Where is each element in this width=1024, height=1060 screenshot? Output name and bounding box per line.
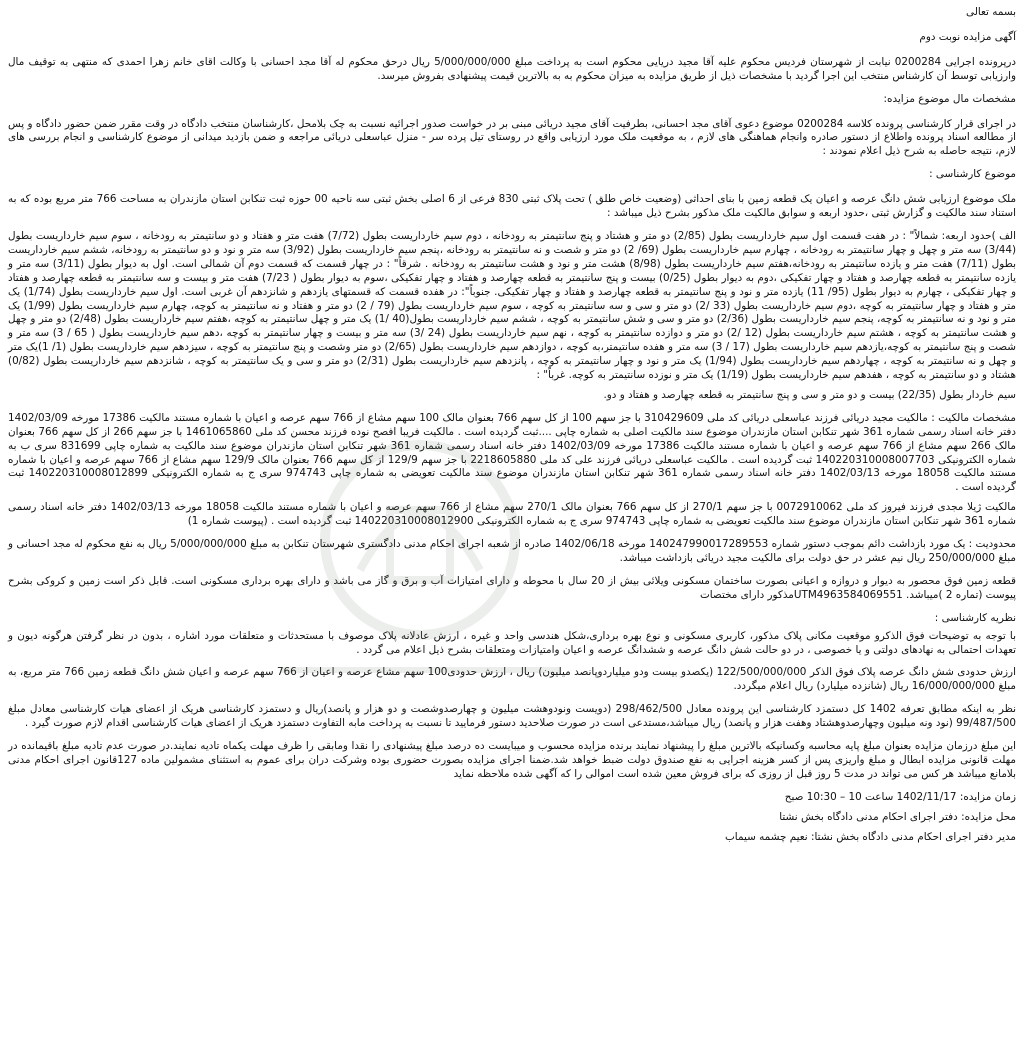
auction-time-label: زمان مزایده: <box>959 790 1016 803</box>
west-boundary-line: سیم خاردار بطول (22/35) بیست و دو متر و سی و پنج سانتیمتر به قطعه چهارصد و هفتاد و دو. <box>603 388 1016 401</box>
land-paragraph: قطعه زمین فوق محصور به دیوار و دروازه و اعیانی بصورت ساختمان مسکونی ویلائی بیش از 20 سال با محوطه و دارای امتیازات آب و برق و گاز می باشد و دارای بهره برداری مسکونی است. قابل ذکر است زمین و کروکی بشرح پیوست (تماره 2 )میباشد. UTM4963584069551مذکور دارای مختصات <box>8 574 1016 601</box>
boundaries-paragraph: الف )حدود اربعه: شمالاً" : در هفت قسمت اول سیم خارداریست بطول (2/85) دو متر و هشتاد و پنج سانتیمتر به رودخانه ، دوم سیم خارداریست بطول (7/72) هفت متر و هفتاد و دو سانتیمتر به رودخانه ، سوم سیم خارداریست بطول (3/44) سه متر و چهل و چهار سانتیمتر به رودخانه ، چهارم سیم خارداریست بطول (69/ 2) دو متر و شصت و نه سانتیمتر به رودخانه ،پنجم سیم خارداریست بطول (3/92) سه متر و نود و دو سانتیمتر به رودخانه، ششم سیم خارداریست بطول (7/11) هفت متر و یازده سانتیمتر به رودخانه،هفتم سیم خارداریست بطول (8/98) هشت متر و نود و هشت سانتیمتر به رودخانه . شرقاً" : در چهار قسمت که قسمت دوم آن شمالی است. اول به دیوار بطول (3/11) سه متر و یازده سانتیمتر به قطعه چهارصد و هفتاد و چهار تفکیکی ،دوم به دیوار بطول (0/25) بیست و پنج سانتیمتر به قطعه چهارصد و هفتاد و چهار تفکیکی ،سوم به دیوار بطول ( 7/23) هفت متر و بیست و سه سانتیمتر به قطعه چهارصد و هفتاد و چهار تفکیکی ، چهارم به دیوار بطول (95/ 11) یازده متر و نود و پنج سانتیمتر به قطعه چهارصد و هفتاد و چهار تفکیکی. جنوباً": در هفده قسمت که قسمتهای یازدهم و شانزدهم آن غربی است. اول سیم خارداریست بطول (1/74) یک متر و هفتاد و چهار سانتیمتر به کوچه ،دوم سیم خارداریست بطول (33 /2) دو متر و سی و سه سانتیمتر به کوچه ، سوم سیم خارداریست بطول (79 / 2) دو متر و هفتاد و نه سانتیمتر به کوچه، چهارم سیم خارداریست بطول (1/99) یک متر و نود و نه سانتیمتر به کوچه، پنجم سیم خارداریست بطول (2/36) دو متر و سی و شش سانتیمتر به کوچه ، ششم سیم خارداریست بطول(40 /1) یک متر و چهل سانتیمتر به کوچه ،هفتم سیم خارداریست بطول (2/48) دو متر و چهل و هشت سانتیمتر به کوچه ، هشتم سیم خارداریست بطول (12 /2) دو متر و دوازده سانتیمتر به کوچه ، نهم سیم خارداریست بطول (24 /3) سه متر و بیست و چهار سانتیمتر به کوچه ،دهم سیم خارداریست بطول ( 65 / 3) سه متر و شصت و پنج سانتیمتر به کوچه،یازدهم سیم خارداریست بطول (17 / 3) سه متر و هفده سانتیمتر،به کوچه ، دوازدهم سیم خارداریست بطول (2/65) دو متر وشصت و پنج سانتیمتر به کوچه ، سیزدهم سیم خارداریست بطول (1/ 1)یک متر و چهل و نه سانتیمتر به کوچه ، چهاردهم سیم خارداریست بطول (1/94) یک متر و نود و چهار سانتیمتر به کوچه ، پانزدهم سیم خارداریست بطول (2/31) دو متر و سی و یک سانتیمتر به کوچه ، شانزدهم سیم خارداریست بطول (0/82) هشتاد و دو سانتیمتر به کوچه ، هفدهم سیم خارداریست بطول (1/19) یک متر و نوزده سانتیمتر به کوچه. غرباً" : <box>8 229 1017 382</box>
section-opinion-heading: نظریه کارشناسی : <box>934 611 1016 624</box>
property-paragraph: در اجرای قرار کارشناسی پرونده کلاسه 0200284 موضوع دعوی آقای مجد احسانی، بطرفیت آقای مجید دریائی مبنی بر در خواست صدور اجرائیه نسبت به چک بلامحل ،کارشناسان منتخب دادگاه در وقت مقرر ضمن حضور دادگاه و پس از مطالعه اسناد پرونده واطلاع از دستور صادره وانجام هماهنگی های لازم ، به موقعیت ملک مورد ارزیابی واقع در روستای تیل پرده سر - منزل عباسعلی دریائی مراجعه و ضمن بازدید میدانی از موضوع کارشناسی و انجام بررسی های لازم، نتیجه حاصله به شرح ذیل اعلام نمودند : <box>8 117 1016 158</box>
intro-paragraph: درپرونده اجرایی 0200284 نیابت از شهرستان فردیس محکوم علیه آقا مجید دریایی محکوم است به پرداخت مبلغ 5/000/000/000 ریال درحق محکوم له آقا مجد احسانی با وکالت اقای خانم زهرا احمدی که منتهی به توقیف مال وارزیابی توسط آن کارشناس منتخب این اجرا گردید با مشخصات ذیل از طریق مزایده به میزان محکوم به به بالاترین قیمت پیشنهادی بفروش میرسد. <box>8 55 1016 82</box>
manager-label: مدیر دفتر اجرای احکام مدنی دادگاه بخش نشتا: <box>810 830 1016 843</box>
fee-paragraph: نظر به اینکه مطابق تعرفه 1402 کل دستمزد کارشناسی این پرونده معادل 298/462/500 (دویست ونودوهشت میلیون و چهارصدوشصت و دو هزار و پانصد)ریال و دستمزد کارشناسی هریک از اعضای هیات کارشناسی معادل مبلغ 99/487/500 (نود ونه میلیون وچهارصدوهشتاد وهفت هزار و پانصد) ریال میباشد،مستدعی است در صورت صلاحدید دستور فرمایید تا نسبت به پرداخت مابه التفاوت دستمزد هریک از اعضای هیات کارشناسی اقدام لازم صورت گیرد . <box>8 703 1017 730</box>
auction-time-value: 1402/11/17 ساعت 10 – 10:30 صبح <box>784 790 957 803</box>
section-property-heading: مشخصات مال موضوع مزایده: <box>883 92 1016 105</box>
auction-place-label: محل مزایده: <box>961 810 1016 823</box>
ownership-paragraph-2: مالکیت ژیلا مجدی فرزند فیروز کد ملی 0072910062 با جز سهم 270/1 از کل سهم 766 بعنوان مالک 270/1 سهم مشاع از 766 سهم عرصه و اعیان با شماره مستند مالکیت 18058 مورخه 1402/03/13 دفتر خانه اسناد رسمی شماره 361 شهر تنکابن استان مازندران موضوع سند مالکیت تعویضی به شماره چاپی 974743 سری ج به شماره الکترونیکی 140220310008012900 ثبت گردیده است . (پیوست شماره 1) <box>8 501 1016 528</box>
manager-name: نعیم چشمه سیماب <box>725 830 808 843</box>
auction-time-line <box>8 791 1016 805</box>
page-title: آگهی مزایده نوبت دوم <box>919 30 1016 43</box>
section-expert-heading: موضوع کارشناسی : <box>929 168 1016 181</box>
value-paragraph: ارزش حدودی شش دانگ عرصه پلاک فوق الذکر 122/500/000/000 (یکصدو بیست ودو میلیاردوپانصد میلیون) ریال ، ارزش حدودی100 سهم مشاع عرصه و اعیان از 766 سهم عرصه و اعیان شش دانگ قطعه زمین 766 متر مربع، به مبلغ 16/000/000/000 ریال (شانزده میلیارد) ریال اعلام میگردد. <box>8 666 1016 693</box>
restriction-paragraph: محدودیت : یک مورد بازداشت دائم بموجب دستور شماره 140247990017289553 مورخه 1402/06/18 صادره از شعبه اجرای احکام مدنی دادگستری شهرستان تنکابن به مبلغ 5/000/000/000 ریال به نفع محکوم له مجد احسانی و مبلغ 250/000/000 ریال نیم عشر در حق دولت برای مالکیت مجید دریائی بازداشت میباشد. <box>8 538 1016 564</box>
ownership-paragraph: مشخصات مالکیت : مالکیت مجید دریائی فرزند عباسعلی دریائی کد ملی 310429609 با جز سهم 100 از کل سهم 766 بعنوان مالک 100 سهم مشاع از 766 سهم عرصه و اعیان با شماره مستند مالکیت 17386 مورخه 1402/03/09 دفتر خانه اسناد رسمی شماره 361 شهر تنکابن استان مازندران موضوع سند مالکیت اصلی به شماره چاپی ....ثبت گردیده است . مالکیت فریبا افصح نوده فرزند محسن کد ملی 1461065860 با جز سهم 266 از کل سهم 766 بعنوان مالک 266 سهم مشاع از 766 سهم عرصه و اعیان با شماره مستند مالکیت 17386 مورخه 1402/03/09 دفتر خانه اسناد رسمی شماره 361 شهر تنکابن استان مازندران موضوع سند مالکیت به شماره چاپی 831699 سری ب به شماره الکترونیکی 140220310008007703 ثبت گردیده است . مالکیت عباسعلی دریائی فرزند علی کد ملی 2218605880 با جز سهم 129/9 از کل سهم 766 بعنوان مالک 129/9 سهم مشاع از 766 سهم عرصه و اعیان با شماره مستند مالکیت 18058 مورخه 1402/03/13 دفتر خانه اسناد رسمی شماره 361 شهر تنکابن استان مازندران موضوع سند مالکیت تعویضی به شماره چاپی 974743 سری ج به شماره الکترونیکی 140220310008012899 ثبت گردیده است . <box>8 411 1017 494</box>
expert-paragraph: ملک موضوع ارزیابی شش دانگ عرصه و اعیان یک قطعه زمین با بنای احداثی (وضعیت خاص طلق ) تحت پلاک ثبتی 830 فرعی از 6 اصلی بخش ثبتی سه ناحیه 00 حوزه ثبت تنکابن استان مازندران به مساحت 766 متر مربع بوده که به استناد سند مالکیت و گزارش ثبتی ،حدود اربعه و سوابق مالکیت ملک مذکور بشرح ذیل میباشد : <box>8 193 1017 220</box>
auction-place-line <box>8 811 1016 825</box>
opinion-paragraph: با توجه به توضیحات فوق الذکرو موقعیت مکانی پلاک مذکور، کاربری مسکونی و نوع بهره برداری،شکل هندسی واحد و غیره ، ارزش عادلانه پلاک موصوف با مستحدثات و متعلقات مورد اشاره ، بدون در نظر گرفتن هرگونه دیون و تعهدات احتمالی به نهادهای دولتی و یا خصوصی ، در دو حالت شش دانگ عرصه و ششدانگ عرصه و اعیان وامتیازات ومتعلقات بشرح ذیل اعلام می گردد . <box>8 629 1016 656</box>
auction-terms-paragraph: این مبلغ درزمان مزایده بعنوان مبلغ پایه محاسبه وکسانیکه بالاترین مبلغ را پیشنهاد نمایند برنده مزایده محسوب و میبایست ده درصد مبلغ پیشنهادی را نقدا ومابقی را ظرف مهلت یکماه تادیه نمایند.در صورت عدم تادیه مبلغ باقیمانده در مهلت قانونی مزایده ابطال و مبلغ واریزی پس از کسر هزینه اجرایی به نفع صندوق دولت ضبط خواهد شد.ضمنا اجرای مزایده بصورت حضوری بوده وشرکت دران برای عموم به استثنای مشمولین ماده 127قانون اجرای احکام مدنی بلامانع میباشد هر کس می تواند در مدت 5 روز قبل از روزی که برای فروش معین شده است اموالی را که آگهی شده ملاحظه نماید <box>8 740 1016 780</box>
manager-line <box>8 831 1016 845</box>
auction-place-value: دفتر اجرای احکام مدنی دادگاه بخش نشتا <box>779 810 958 823</box>
bismillah: بسمه تعالی <box>966 6 1016 18</box>
